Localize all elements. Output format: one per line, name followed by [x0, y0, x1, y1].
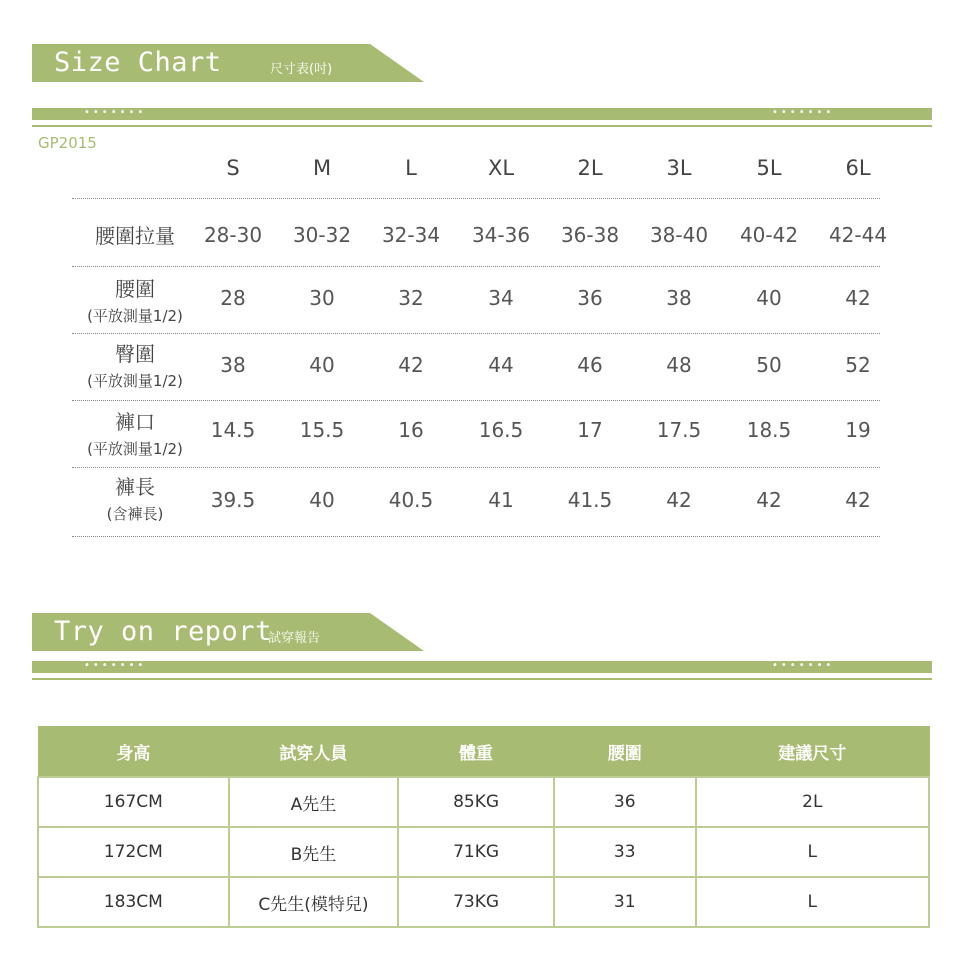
size-header: L — [405, 156, 417, 180]
cell-tester: B先生 — [229, 827, 399, 877]
size-cell: 42 — [398, 353, 424, 377]
size-header: S — [226, 156, 240, 180]
cell-waist: 33 — [554, 827, 696, 877]
try-on-title: Try on report — [54, 616, 272, 647]
size-cell: 39.5 — [210, 488, 256, 512]
table-row — [38, 827, 929, 877]
size-cell: 34-36 — [471, 223, 531, 247]
size-cell: 42 — [756, 488, 782, 512]
cell-waist: 36 — [554, 777, 696, 827]
try-on-thin-line — [32, 678, 932, 680]
size-cell: 38 — [666, 286, 692, 310]
stripe-dots-right: ••••••• — [772, 107, 835, 118]
size-chart-banner — [32, 44, 424, 82]
row-divider — [72, 467, 880, 468]
size-cell: 34 — [488, 286, 514, 310]
row-label-main: 腰圍拉量 — [95, 224, 175, 248]
size-header: XL — [487, 156, 515, 180]
size-cell: 16 — [398, 418, 424, 442]
row-divider — [72, 400, 880, 401]
header-weight: 體重 — [398, 726, 554, 777]
row-label-note: (平放測量1/2) — [87, 307, 183, 325]
row-divider — [72, 333, 880, 334]
size-cell: 48 — [666, 353, 692, 377]
size-cell: 17.5 — [656, 418, 702, 442]
size-cell: 52 — [845, 353, 871, 377]
row-label-main: 褲口 — [115, 410, 155, 434]
size-cell: 40 — [756, 286, 782, 310]
size-header: M — [312, 156, 332, 180]
size-cell: 30 — [309, 286, 335, 310]
stripe-dots-right: ••••••• — [772, 660, 835, 671]
size-chart-stripe — [32, 108, 932, 120]
row-label — [72, 406, 198, 459]
row-label-main: 腰圍 — [115, 277, 155, 301]
cell-weight: 73KG — [398, 877, 554, 927]
size-cell: 19 — [845, 418, 871, 442]
try-on-table — [37, 726, 930, 928]
row-label-main: 臀圍 — [115, 342, 155, 366]
row-label — [72, 338, 198, 391]
row-label — [72, 273, 198, 326]
product-code: GP2015 — [38, 134, 97, 152]
row-divider — [72, 266, 880, 267]
try-on-stripe — [32, 661, 932, 673]
row-label — [72, 471, 198, 524]
size-header: 2L — [577, 156, 603, 180]
cell-suggested-size: L — [696, 877, 929, 927]
cell-tester: C先生(模特兒) — [229, 877, 399, 927]
stripe-dots-left: ••••••• — [84, 107, 147, 118]
cell-tester: A先生 — [229, 777, 399, 827]
size-cell: 50 — [756, 353, 782, 377]
size-chart-subtitle: 尺寸表(吋) — [270, 62, 333, 77]
size-cell: 42-44 — [828, 223, 888, 247]
size-cell: 40 — [309, 488, 335, 512]
header-tester: 試穿人員 — [229, 726, 399, 777]
size-cell: 14.5 — [210, 418, 256, 442]
cell-weight: 71KG — [398, 827, 554, 877]
size-cell: 18.5 — [746, 418, 792, 442]
size-cell: 40 — [309, 353, 335, 377]
size-cell: 46 — [577, 353, 603, 377]
size-cell: 40-42 — [739, 223, 799, 247]
size-chart-thin-line — [32, 125, 932, 127]
cell-weight: 85KG — [398, 777, 554, 827]
cell-suggested-size: L — [696, 827, 929, 877]
size-cell: 36-38 — [560, 223, 620, 247]
try-on-subtitle: 試穿報告 — [268, 631, 321, 646]
size-cell: 32-34 — [381, 223, 441, 247]
header-waist: 腰圍 — [554, 726, 696, 777]
size-cell: 38-40 — [649, 223, 709, 247]
cell-suggested-size: 2L — [696, 777, 929, 827]
size-header: 3L — [666, 156, 692, 180]
size-cell: 17 — [577, 418, 603, 442]
cell-height: 183CM — [38, 877, 229, 927]
size-cell: 28 — [220, 286, 246, 310]
size-cell: 15.5 — [299, 418, 345, 442]
size-cell: 41 — [488, 488, 514, 512]
size-chart-title: Size Chart — [54, 47, 222, 78]
size-header: 6L — [845, 156, 871, 180]
size-cell: 38 — [220, 353, 246, 377]
size-cell: 40.5 — [388, 488, 434, 512]
stripe-dots-left: ••••••• — [84, 660, 147, 671]
size-cell: 36 — [577, 286, 603, 310]
cell-height: 167CM — [38, 777, 229, 827]
table-header-row — [38, 726, 929, 777]
size-cell: 32 — [398, 286, 424, 310]
size-cell: 16.5 — [478, 418, 524, 442]
row-label-main: 褲長 — [115, 475, 155, 499]
cell-height: 172CM — [38, 827, 229, 877]
header-height: 身高 — [38, 726, 229, 777]
row-divider — [72, 198, 880, 199]
table-row — [38, 877, 929, 927]
table-row — [38, 777, 929, 827]
cell-waist: 31 — [554, 877, 696, 927]
size-cell: 41.5 — [567, 488, 613, 512]
row-label-note: (平放測量1/2) — [87, 372, 183, 390]
row-label-note: (平放測量1/2) — [87, 440, 183, 458]
row-label — [72, 220, 198, 249]
size-cell: 44 — [488, 353, 514, 377]
header-suggested-size: 建議尺寸 — [696, 726, 929, 777]
row-divider — [72, 536, 880, 537]
size-cell: 28-30 — [203, 223, 263, 247]
size-cell: 42 — [845, 488, 871, 512]
row-label-note: (含褲長) — [106, 505, 164, 523]
try-on-banner — [32, 613, 424, 651]
size-cell: 42 — [845, 286, 871, 310]
size-header: 5L — [756, 156, 782, 180]
size-cell: 30-32 — [292, 223, 352, 247]
size-cell: 42 — [666, 488, 692, 512]
